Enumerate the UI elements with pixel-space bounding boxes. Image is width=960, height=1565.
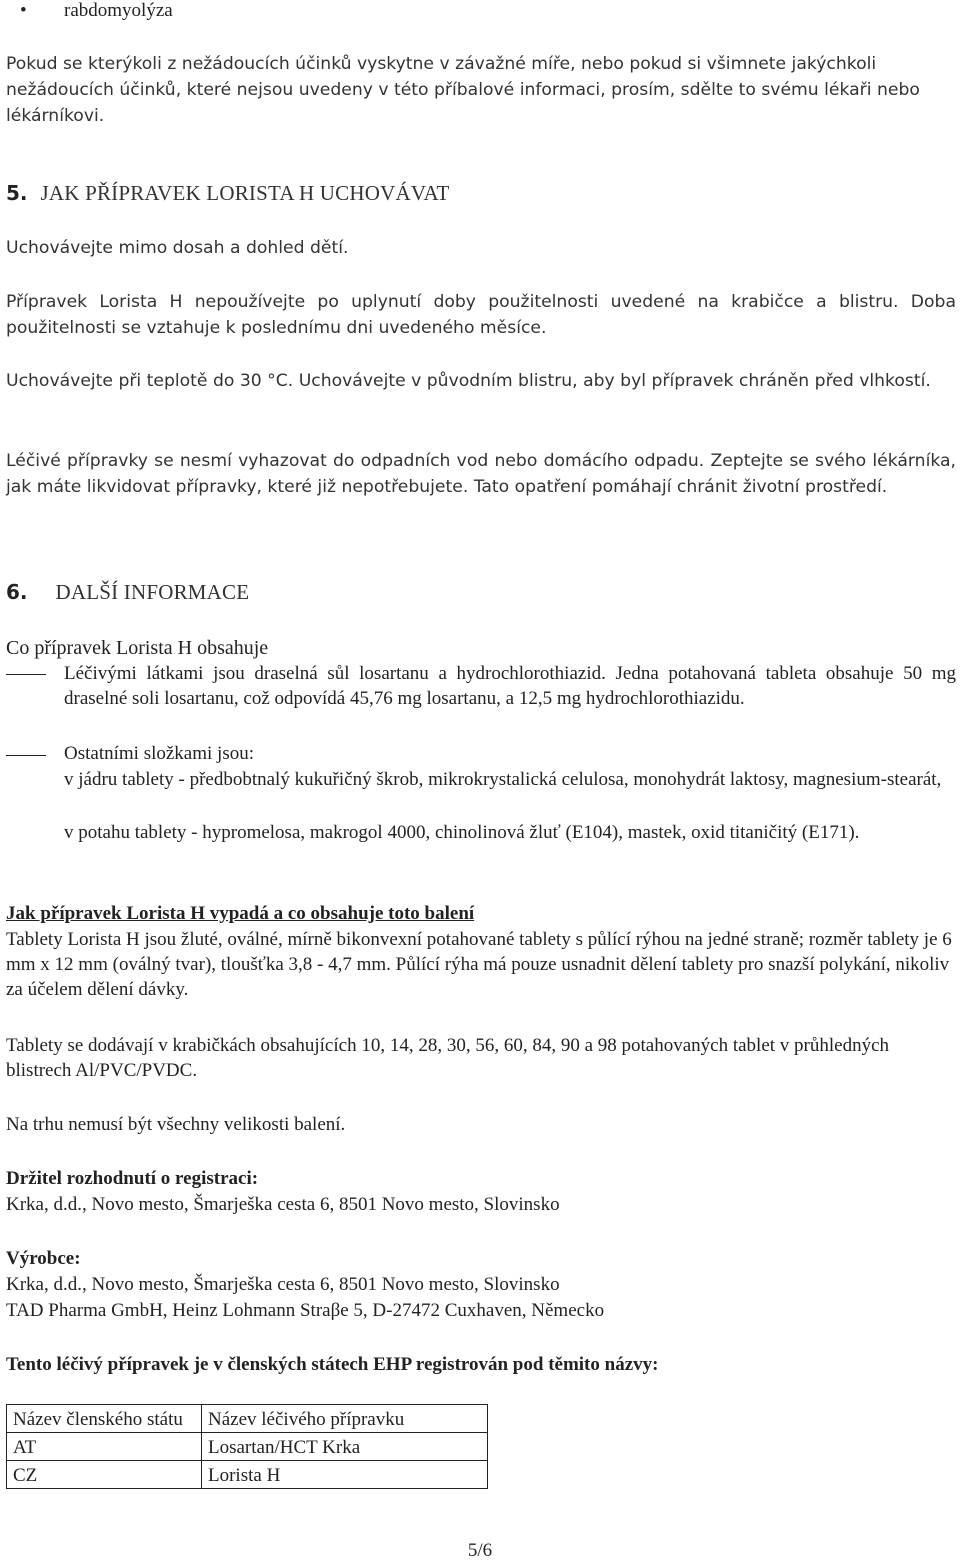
section-5-p2: Přípravek Lorista H nepoužívejte po uplynutí doby použitelnosti uvedené na krabičce a blistru. Doba použitelnosti se vztahuje k poslednímu dni uvedeného měsíce. (6, 292, 956, 338)
active-substances-text: Léčivými látkami jsou draselná sůl losartanu a hydrochlorothiazid. Jedna potahovaná tableta obsahuje 50 mg draselné soli losartanu, což odpovídá 45,76 mg losartanu, a 12,5 mg hydrochlorothiazidu. (64, 663, 956, 709)
report-paragraph: Pokud se kterýkoli z nežádoucích účinků vyskytne v závažné míře, nebo pokud si všimnete jakýchkoli nežádoucích účinků, které nejsou uvedeny v této příbalové informaci, prosím, sdělte to svému lékaři nebo lékárníkovi. (6, 54, 920, 126)
eea-names-heading: Tento léčivý přípravek je v členských státech EHP registrován pod těmito názvy: (6, 1354, 659, 1375)
dash-icon (6, 674, 46, 675)
holder-heading: Držitel rozhodnutí o registraci: (6, 1168, 259, 1189)
section-5-p3: Uchovávejte při teplotě do 30 °C. Uchovávejte v původním blistru, aby byl přípravek chráněn před vlhkostí. (6, 371, 931, 391)
table-cell: Losartan/HCT Krka (202, 1433, 488, 1461)
section-6-title: DALŠÍ INFORMACE (55, 580, 250, 604)
member-state-names-table (6, 1404, 488, 1489)
section-5-title: JAK PŘÍPRAVEK LORISTA H UCHOVÁVAT (40, 181, 450, 205)
dash-icon (6, 755, 46, 756)
table-row (7, 1433, 488, 1461)
table-row (7, 1461, 488, 1489)
bullet-icon: • (20, 0, 27, 21)
manufacturer-line-1: Krka, d.d., Novo mesto, Šmarješka cesta 6, 8501 Novo mesto, Slovinsko (6, 1274, 560, 1295)
manufacturer-heading: Výrobce: (6, 1248, 81, 1269)
table-cell: AT (7, 1433, 202, 1461)
page-number: 5/6 (467, 1540, 493, 1561)
other-ingredients-intro: Ostatními složkami jsou: (64, 743, 254, 764)
table-cell: CZ (7, 1461, 202, 1489)
section-5-p1: Uchovávejte mimo dosah a dohled dětí. (6, 238, 349, 258)
tablet-core-ingredients: v jádru tablety - předbobtnalý kukuřičný škrob, mikrokrystalická celulosa, monohydrát laktosy, magnesium-stearát, (64, 769, 942, 790)
table-header-cell: Název členského státu (7, 1405, 202, 1433)
table-header-cell: Název léčivého přípravku (202, 1405, 488, 1433)
table-header-row (7, 1405, 488, 1433)
manufacturer-line-2: TAD Pharma GmbH, Heinz Lohmann Straβe 5, D-27472 Cuxhaven, Německo (6, 1300, 605, 1321)
tablet-coating-ingredients: v potahu tablety - hypromelosa, makrogol 4000, chinolinová žluť (E104), mastek, oxid titaničitý (E171). (64, 822, 860, 843)
appearance-heading: Jak přípravek Lorista H vypadá a co obsahuje toto balení (6, 903, 475, 924)
section-5-number: 5. (6, 181, 28, 205)
bullet-item-text: rabdomyolýza (64, 0, 173, 21)
appearance-text: Tablety Lorista H jsou žluté, oválné, mírně bikonvexní potahované tablety s půlící rýhou na jedné straně; rozměr tablety je 6 mm x 12 mm (oválný tvar), tloušťka 3,8 - 4,7 mm. Půlící rýha má pouze usnadnit dělení tablety pro snazší polykání, nikoliv za účelem dělení dávky. (6, 929, 952, 1000)
contains-heading: Co přípravek Lorista H obsahuje (6, 637, 269, 659)
section-6-heading (6, 580, 956, 605)
section-6-number: 6. (6, 580, 28, 604)
not-all-packs-note: Na trhu nemusí být všechny velikosti balení. (6, 1114, 346, 1135)
pack-sizes-text: Tablety se dodávají v krabičkách obsahujících 10, 14, 28, 30, 56, 60, 84, 90 a 98 potahovaných tablet v průhledných blistrech Al/PVC/PVDC. (6, 1035, 890, 1081)
holder-text: Krka, d.d., Novo mesto, Šmarješka cesta 6, 8501 Novo mesto, Slovinsko (6, 1194, 560, 1215)
section-5-heading (6, 181, 956, 206)
table-cell: Lorista H (202, 1461, 488, 1489)
section-5-p4: Léčivé přípravky se nesmí vyhazovat do odpadních vod nebo domácího odpadu. Zeptejte se svého lékárníka, jak máte likvidovat přípravky, které již nepotřebujete. Tato opatření pomáhají chránit životní prostředí. (6, 451, 956, 497)
